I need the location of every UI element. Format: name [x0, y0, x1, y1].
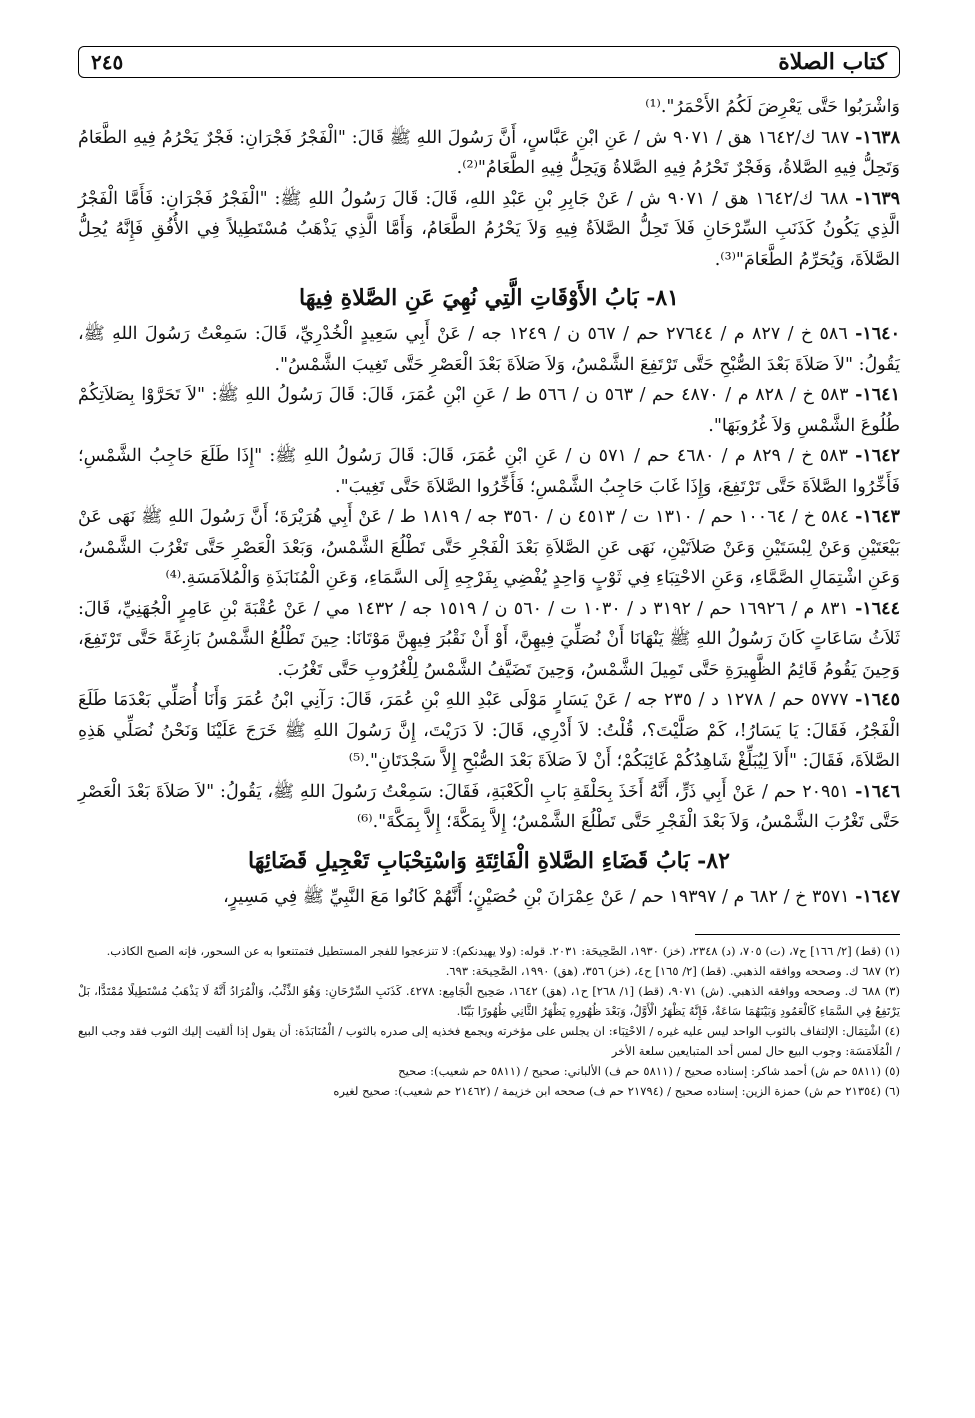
footnote: (١) (قط) [٢/ ١٦٦] ح٧، (ت) ٧٠٥، (د) ٢٣٤٨، (خز) ١٩٣٠، الصَّحِيحَة: ٢٠٣١. قوله: (ولا يهيدنكم): لا تنزعجوا للفجر المستطيل فتمتنعوا به عن السحور، فإنه الصبح الكاذب.: [106, 944, 900, 958]
hadith-paragraph: [78, 319, 900, 380]
hadith-number: ١٦٤٤-: [855, 598, 900, 619]
footnotes: [78, 941, 900, 1101]
hadith-text: ٢٠٩٥١ حم / عَنْ أَبِي ذَرٍّ، أَنَّهُ أَخَذَ بِحَلْقَةِ بَابِ الْكَعْبَةِ، فَقَالَ: سَمِعْتُ رَسُولَ اللهِ ﷺ، يَقُولُ: "لاَ صَلاَةَ بَعْدَ الْعَصْرِ حَتَّى تَغْرُبَ الشَّمْسُ، وَلاَ بَعْدَ الْفَجْرِ حَتَّى تَطْلُعَ الشَّمْسُ؛ إِلاَّ بِمَكَّةَ؛ إِلاَّ بِمَكَّةَ".⁽⁶⁾: [78, 781, 900, 832]
hadith-text: ٥٨٣ خ / ٨٢٩ م / ٤٦٨٠ حم / ٥٧١ ن / عَنِ ابْنِ عُمَرَ، قَالَ: قَالَ رَسُولُ اللهِ ﷺ: "إِذَا طَلَعَ حَاجِبُ الشَّمْسِ؛ فَأَخِّرُوا الصَّلاَةَ حَتَّى تَرْتَفِعَ، وَإِذَا غَابَ حَاجِبُ الشَّمْسِ؛ فَأَخِّرُوا الصَّلاَةَ حَتَّى تَغِيبَ".: [78, 446, 900, 497]
hadith-paragraph: [78, 685, 900, 777]
footnote-divider: [695, 934, 900, 935]
hadith-number: ١٦٤٦-: [855, 781, 900, 802]
book-title: كتاب الصلاة: [778, 49, 887, 75]
hadith-text: ٥٧٧٧ حم / ١٢٧٨ د / ٢٣٥ جه / عَنْ يَسَارٍ مَوْلَى عَبْدِ اللهِ بْنِ عُمَرَ، قَالَ: رَآنِي ابْنُ عُمَرَ وَأَنَا أُصَلِّي بَعْدَمَا طَلَعَ الْفَجْرُ، فَقَالَ: يَا يَسَارُ!، كَمْ صَلَّيْتَ؟، قُلْتُ: لاَ أَدْرِي، قَالَ: لاَ دَرَيْتَ، إِنَّ رَسُولَ اللهِ ﷺ خَرَجَ عَلَيْنَا وَنَحْنُ نُصَلِّي هَذِهِ الصَّلاَةَ، فَقَالَ: "أَلاَ لِيُبَلِّغْ شَاهِدُكُمْ غَائِبَكُمْ؛ أَنْ لاَ صَلاَةَ بَعْدَ الصُّبْحِ إِلاَّ سَجْدَتَانِ".⁽⁵⁾: [78, 690, 900, 771]
hadith-number: ١٦٣٨-: [855, 127, 900, 148]
hadith-number: ١٦٤١-: [855, 385, 900, 405]
hadith-text: ٨٣١ م / ١٦٩٢٦ حم / ٣١٩٢ د / ١٠٣٠ ت / ٥٦٠ ن / ١٥١٩ جه / ١٤٣٢ مي / عَنْ عُقْبَةَ بْنِ عَامِرٍ الْجُهَنِيِّ، قَالَ: ثَلاَثُ سَاعَاتٍ كَانَ رَسُولُ اللهِ ﷺ يَنْهَانَا أَنْ نُصَلِّيَ فِيهِنَّ، أَوْ أَنْ نَقْبُرَ فِيهِنَّ مَوْتَانَا: حِينَ تَطْلُعُ الشَّمْسُ بَازِغَةً حَتَّى تَرْتَفِعَ، وَحِينَ يَقُومُ قَائِمُ الظَّهِيرَةِ حَتَّى تَمِيلَ الشَّمْسُ، وَحِينَ تَضَيَّفُ الشَّمْسُ لِلْغُرُوبِ حَتَّى تَغْرُبَ.: [78, 598, 900, 680]
hadith-number: ١٦٤٣-: [855, 507, 900, 527]
hadith-paragraph: [78, 380, 900, 441]
chapter-heading-82: ٨٢- بَابُ قَضَاءِ الصَّلاةِ الْفَائِتَةِ وَاسْتِحْبَابِ تَعْجِيلِ قَضَائِهَا: [248, 847, 730, 874]
continuation-line: وَاشْرَبُوا حَتَّى يَعْرِضَ لَكُمُ الأَحْمَرُ".⁽¹⁾: [645, 97, 900, 117]
footnote: (٣) ٦٨٨ ك. وصححه ووافقه الذهبي. (ش) ٩٠٧١، (قط) [١/ ٢٦٨] ح١، (هق) ١٦٤٢، صَحِيح الْجَامِع: ٤٢٧٨. كَذَنَبِ السِّرْحَانِ: وَهُوَ الذِّئْبُ، وَالْمُرَادُ أَنَّهُ لَا يَذْهَبُ مُسْتَطِيلًا مُمْتَدًّا، بَلْ يَرْتَفِعُ فِي السَّمَاءِ كَالْعَمُودِ وَبَيْنَهُمَا سَاعَةٌ، فَإِنَّهُ يَظْهَرُ الْأَوَّلُ، وَبَعْدَ ظُهُورِهِ يَظْهَرُ الثَّانِي ظُهُورًا بَيِّنًا.: [78, 984, 900, 1018]
footnote: (٦) (٢١٣٥٤ حم ش) حمزة الزين: إسناده صحيح / (٢١٧٩٤ حم ف) صححه ابن خزيمة / (٢١٤٦٢ حم شعيب): صحيح لغيره: [333, 1084, 900, 1098]
chapter-heading-81: ٨١- بَابُ الأَوْقَاتِ الَّتِي نُهِيَ عَنِ الصَّلاةِ فِيهَا: [299, 285, 679, 311]
page: [78, 46, 900, 1101]
hadith-number: ١٦٤٧-: [855, 886, 900, 907]
hadith-number: ١٦٤٥-: [855, 690, 900, 710]
footnote: (٢) ٦٨٧ ك. وصححه ووافقه الذهبي. (قط) [٢/ ١٦٥] ح٤، (خز) ٣٥٦، (هق) ١٩٩٠، الصَّحِيحَة: ٦٩٣.: [445, 964, 900, 978]
hadith-paragraph: [78, 777, 900, 838]
hadith-paragraph: [78, 184, 900, 276]
hadith-text: ٥٨٦ خ / ٨٢٧ م / ٢٧٦٤٤ حم / ٥٦٧ ن / ١٢٤٩ جه / عَنْ أَبِي سَعِيدٍ الْخُدْرِيِّ، قَالَ: سَمِعْتُ رَسُولَ اللهِ ﷺ، يَقُولُ: "لاَ صَلاَةَ بَعْدَ الصُّبْحِ حَتَّى تَرْتَفِعَ الشَّمْسُ، وَلاَ صَلاَةَ بَعْدَ الْعَصْرِ حَتَّى تَغِيبَ الشَّمْسُ".: [78, 324, 900, 375]
hadith-text: ٣٥٧١ خ / ٦٨٢ م / ١٩٣٩٧ حم / عَنْ عِمْرَانَ بْنِ حُصَيْنٍ؛ أَنَّهُمْ كَانُوا مَعَ النَّبِيِّ ﷺ فِي مَسِيرٍ،: [223, 886, 850, 907]
hadith-text: ٥٨٣ خ / ٨٢٨ م / ٤٨٧٠ حم / ٥٦٣ ن / ٥٦٦ ط / عَنِ ابْنِ عُمَرَ، قَالَ: قَالَ رَسُولُ اللهِ ﷺ: "لاَ تَحَرَّوْا بِصَلاَتِكُمْ طُلُوعَ الشَّمْسِ وَلاَ غُرُوبَهَا".: [78, 385, 900, 436]
hadith-number: ١٦٤٢-: [855, 446, 900, 466]
footnote: (٥) (٥٨١١ حم ش) أحمد شاكر: إسناده صحيح / (٥٨١١ حم ف) الألباني: صحيح / (٥٨١١ حم شعيب): صحيح: [398, 1064, 900, 1078]
hadith-paragraph: [78, 594, 900, 686]
hadith-text: ٦٨٧ ك/١٦٤٢ هق / ٩٠٧١ ش / عَنِ ابْنِ عَبَّاسٍ، أَنَّ رَسُولَ اللهِ ﷺ قَالَ: "الْفَجْرُ فَجْرَانِ: فَجْرٌ يَحْرُمُ فِيهِ الطَّعَامُ وَتَحِلُّ فِيهِ الصَّلاةُ، وَفَجْرٌ تَحْرُمُ فِيهِ الصَّلاةُ وَيَحِلُّ فِيهِ الطَّعَامُ"⁽²⁾.: [78, 127, 900, 178]
page-header: [78, 46, 900, 78]
hadith-number: ١٦٤٠-: [855, 324, 900, 344]
main-text: [78, 92, 900, 912]
hadith-text: ٥٨٤ خ / ١٠٠٦٤ حم / ١٣١٠ ت / ٤٥١٣ ن / ٣٥٦٠ جه / ١٨١٩ ط / عَنْ أَبِي هُرَيْرَةَ؛ أَنَّ رَسُولَ اللهِ ﷺ نَهَى عَنْ بَيْعَتَيْنِ وَعَنْ لِبْسَتَيْنِ وَعَنْ صَلاَتَيْنِ، نَهَى عَنِ الصَّلاَةِ بَعْدَ الْفَجْرِ حَتَّى تَطْلُعَ الشَّمْسُ، وَبَعْدَ الْعَصْرِ حَتَّى تَغْرُبَ الشَّمْسُ، وَعَنِ اشْتِمَالِ الصَّمَّاءِ، وَعَنِ الاحْتِبَاءِ فِي ثَوْبٍ وَاحِدٍ يُفْضِي بِفَرْجِهِ إِلَى السَّمَاءِ، وَعَنِ الْمُنَابَذَةِ وَالْمُلاَمَسَةِ.⁽⁴⁾: [78, 507, 900, 588]
hadith-number: ١٦٣٩-: [855, 188, 900, 209]
page-number: ٢٤٥: [91, 50, 124, 74]
hadith-paragraph: [78, 441, 900, 502]
hadith-paragraph: [78, 502, 900, 594]
hadith-text: ٦٨٨ ك/١٦٤٢ هق / ٩٠٧١ ش / عَنْ جَابِرِ بْنِ عَبْدِ اللهِ، قَالَ: قَالَ رَسُولُ اللهِ ﷺ: "الْفَجْرُ فَجْرَانِ: فَأَمَّا الْفَجْرُ الَّذِي يَكُونُ كَذَنَبِ السِّرْحَانِ فَلاَ تَحِلُّ الصَّلاَةُ فِيهِ وَلاَ يَحْرُمُ الطَّعَامُ، وَأَمَّا الَّذِي يَذْهَبُ مُسْتَطِيلاً فِي الأُفُقِ فَإِنَّهُ يُحِلُّ الصَّلاَةَ، وَيُحَرِّمُ الطَّعَامَ"⁽³⁾.: [78, 188, 900, 270]
hadith-paragraph: [78, 882, 900, 913]
footnote: (٤) اشْتِمَال: الإلتفاف بالثوب الواحد ليس عليه غيره / الاحْتِبَاء: ان يجلس على مؤخرته ويجمع فخذيه إلى صدره بالثوب / الْمُنَابَذَة: أن يقول إذا ألقيت إليك الثوب فقد وجب البيع / الْمُلَامَسَة: وجوب البيع حال لمس أحد المتبايعين سلعة الأخر: [78, 1024, 900, 1058]
hadith-paragraph: [78, 123, 900, 184]
